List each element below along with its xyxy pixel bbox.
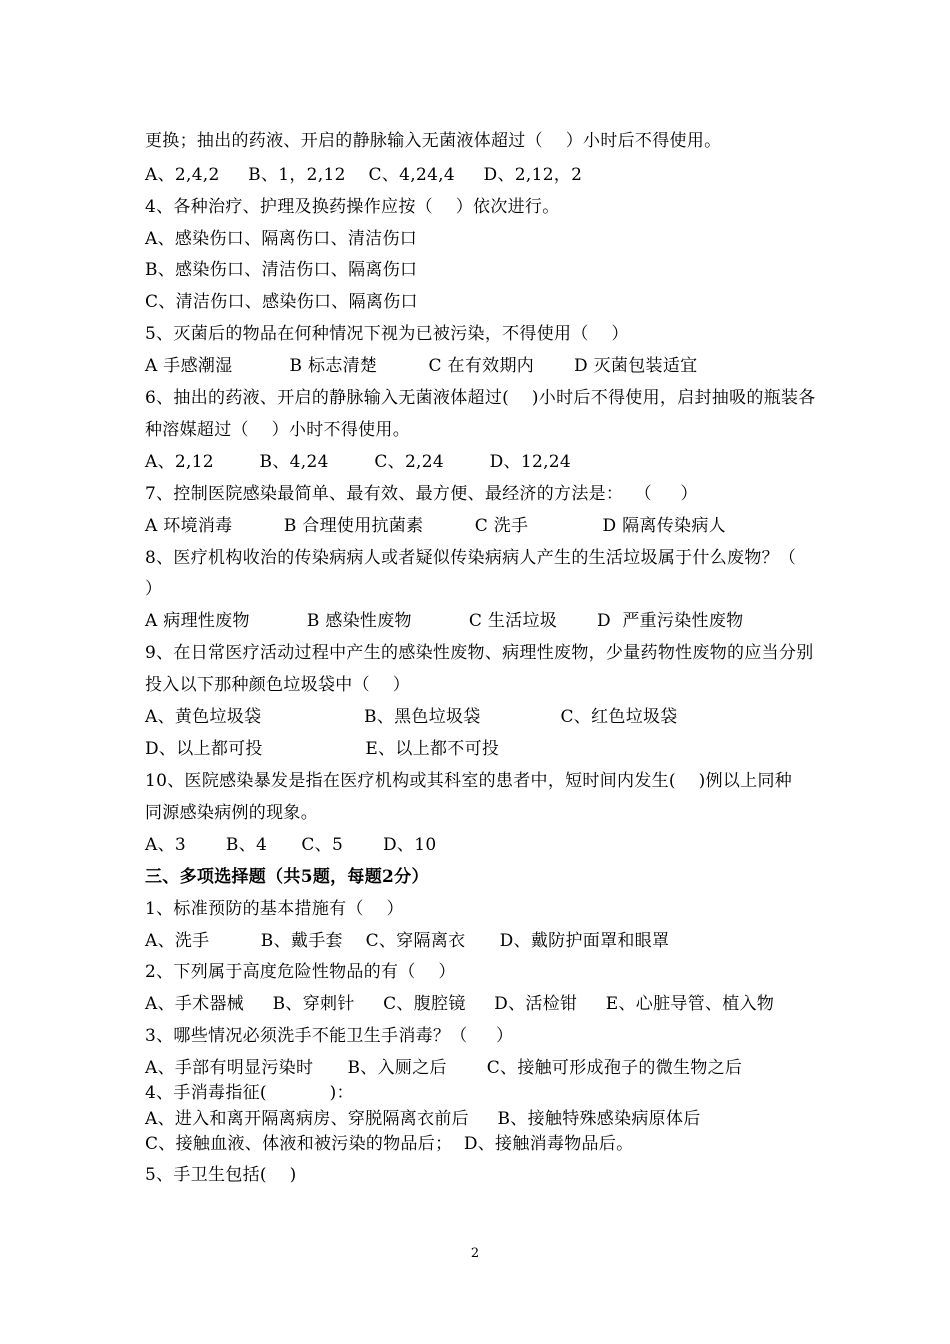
multi-question-4-options-row-1: A、进入和离开隔离病房、穿脱隔离衣前后 B、接触特殊感染病原体后 [145,1109,701,1129]
multi-question-1-options: A、洗手 B、戴手套 C、穿隔离衣 D、戴防护面罩和眼罩 [145,931,670,951]
question-9-options-row-2: D、以上都可投 E、以上都不可投 [145,739,500,759]
multi-question-2-stem: 2、下列属于高度危险性物品的有（ ） [145,962,456,982]
multi-question-4-stem: 4、手消毒指征( )： [145,1083,354,1103]
question-10-stem-continued: 同源感染病例的现象。 [145,803,318,823]
multi-question-3-stem: 3、哪些情况必须洗手不能卫生手消毒？（ ） [145,1026,514,1046]
question-10-stem: 10、医院感染暴发是指在医疗机构或其科室的患者中，短时间内发生( )例以上同种 [145,771,793,791]
question-4-option-a: A、感染伤口、隔离伤口、清洁伤口 [145,229,418,249]
multi-question-2-options: A、手术器械 B、穿刺针 C、腹腔镜 D、活检钳 E、心脏导管、植入物 [145,994,775,1014]
multi-question-4-options-row-2: C、接触血液、体液和被污染的物品后； D、接触消毒物品后。 [145,1134,634,1154]
question-4-option-c: C、清洁伤口、感染伤口、隔离伤口 [145,292,418,312]
multi-question-3-options: A、手部有明显污染时 B、入厕之后 C、接触可形成孢子的微生物之后 [145,1058,743,1078]
question-7-stem: 7、控制医院感染最简单、最有效、最方便、最经济的方法是： （ ） [145,484,698,504]
question-6-stem-continued: 种溶媒超过（ ）小时不得使用。 [145,420,411,440]
question-3-options: A、2,4,2 B、1，2,12 C、4,24,4 D、2,12，2 [145,165,583,185]
section-heading: 三、多项选择题（共5题，每题2分） [145,867,429,887]
question-3-stem-continued: 更换；抽出的药液、开启的静脉输入无菌液体超过（ ）小时后不得使用。 [145,131,722,151]
question-6-stem: 6、抽出的药液、开启的静脉输入无菌液体超过( )小时后不得使用，启封抽吸的瓶装各 [145,388,816,408]
question-8-stem-continued: ） [145,579,163,599]
question-4-stem: 4、各种治疗、护理及换药操作应按（ ）依次进行。 [145,197,560,217]
question-4-option-b: B、感染伤口、清洁伤口、隔离伤口 [145,260,418,280]
question-5-stem: 5、灭菌后的物品在何种情况下视为已被污染，不得使用（ ） [145,324,629,344]
question-8-stem: 8、医疗机构收治的传染病病人或者疑似传染病病人产生的生活垃圾属于什么废物？（ [145,548,797,568]
question-10-options: A、3 B、4 C、5 D、10 [145,835,437,855]
question-9-options-row-1: A、黄色垃圾袋 B、黑色垃圾袋 C、红色垃圾袋 [145,707,678,727]
question-9-stem-continued: 投入以下那种颜色垃圾袋中（ ） [145,675,411,695]
question-7-options: A 环境消毒 B 合理使用抗菌素 C 洗手 D 隔离传染病人 [145,516,726,536]
question-6-options: A、2,12 B、4,24 C、2,24 D、12,24 [145,452,572,472]
question-9-stem: 9、在日常医疗活动过程中产生的感染性废物、病理性废物，少量药物性废物的应当分别 [145,643,814,663]
question-8-options: A 病理性废物 B 感染性废物 C 生活垃圾 D 严重污染性废物 [145,611,744,631]
question-5-options: A 手感潮湿 B 标志清楚 C 在有效期内 D 灭菌包装适宜 [145,356,698,376]
multi-question-1-stem: 1、标准预防的基本措施有（ ） [145,899,404,919]
page-number: 2 [470,1246,480,1261]
multi-question-5-stem: 5、手卫生包括( ) [145,1165,297,1185]
